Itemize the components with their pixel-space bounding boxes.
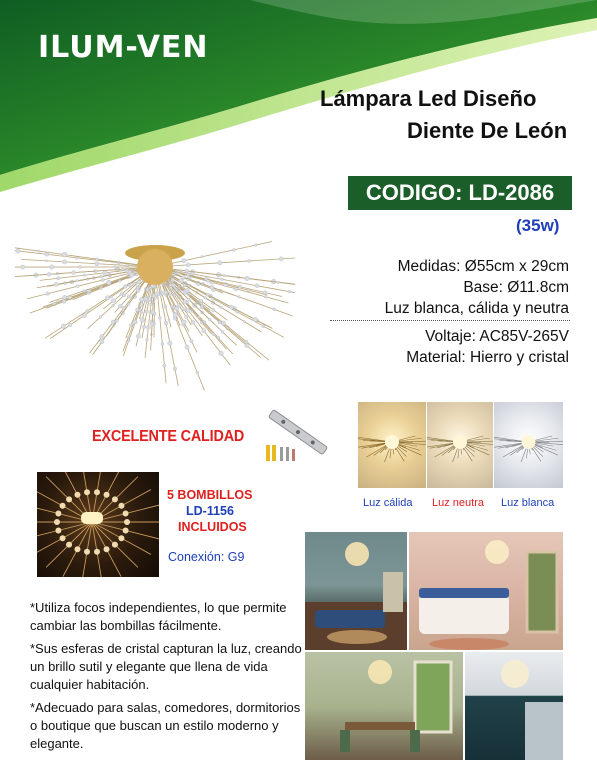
ceiling-closeup-photo xyxy=(465,652,563,760)
living-room-photo xyxy=(305,532,407,650)
product-title-line1: Lámpara Led Diseño xyxy=(320,86,537,111)
feature-bullet-2: *Sus esferas de cristal capturan la luz, creando un brillo sutil y elegante que llena de vida cualquier habitación. xyxy=(30,641,302,692)
warm-light-photo xyxy=(358,402,426,488)
bulbs-count: 5 BOMBILLOS xyxy=(167,488,253,502)
light-option-white: Luz blanca xyxy=(501,497,555,509)
lamp-main-image xyxy=(15,205,295,415)
neutral-light-photo xyxy=(427,402,493,488)
product-code: CODIGO: LD-2086 xyxy=(348,176,572,210)
quality-label: EXCELENTE CALIDAD xyxy=(92,428,245,445)
bulb-closeup-photo xyxy=(37,472,159,577)
spec-material: Material: Hierro y cristal xyxy=(406,349,569,366)
spec-measures: Medidas: Ø55cm x 29cm xyxy=(397,258,569,275)
dining-room-photo xyxy=(305,652,463,760)
bedroom-photo xyxy=(409,532,563,650)
spec-light: Luz blanca, cálida y neutra xyxy=(384,300,569,317)
bulbs-model: LD-1156 xyxy=(186,504,234,518)
mounting-bracket-image xyxy=(258,405,333,470)
spec-voltage: Voltaje: AC85V-265V xyxy=(425,328,569,345)
white-light-photo xyxy=(494,402,563,488)
product-title-line2: Diente De León xyxy=(407,118,568,143)
feature-bullet-1: *Utiliza focos independientes, lo que permite cambiar las bombillas fácilmente. xyxy=(30,600,287,633)
light-option-neutral: Luz neutra xyxy=(432,497,484,509)
spec-divider xyxy=(330,320,570,321)
feature-bullet-3: *Adecuado para salas, comedores, dormitorios o boutique que buscan un estilo moderno y elegante. xyxy=(30,700,301,751)
connection-type: Conexión: G9 xyxy=(168,550,245,564)
light-option-warm: Luz cálida xyxy=(363,497,413,509)
spec-base: Base: Ø11.8cm xyxy=(463,279,569,296)
brand-logo: ILUM-VEN xyxy=(38,30,209,65)
product-power: (35w) xyxy=(516,216,560,235)
bulbs-included: INCLUIDOS xyxy=(178,520,247,534)
